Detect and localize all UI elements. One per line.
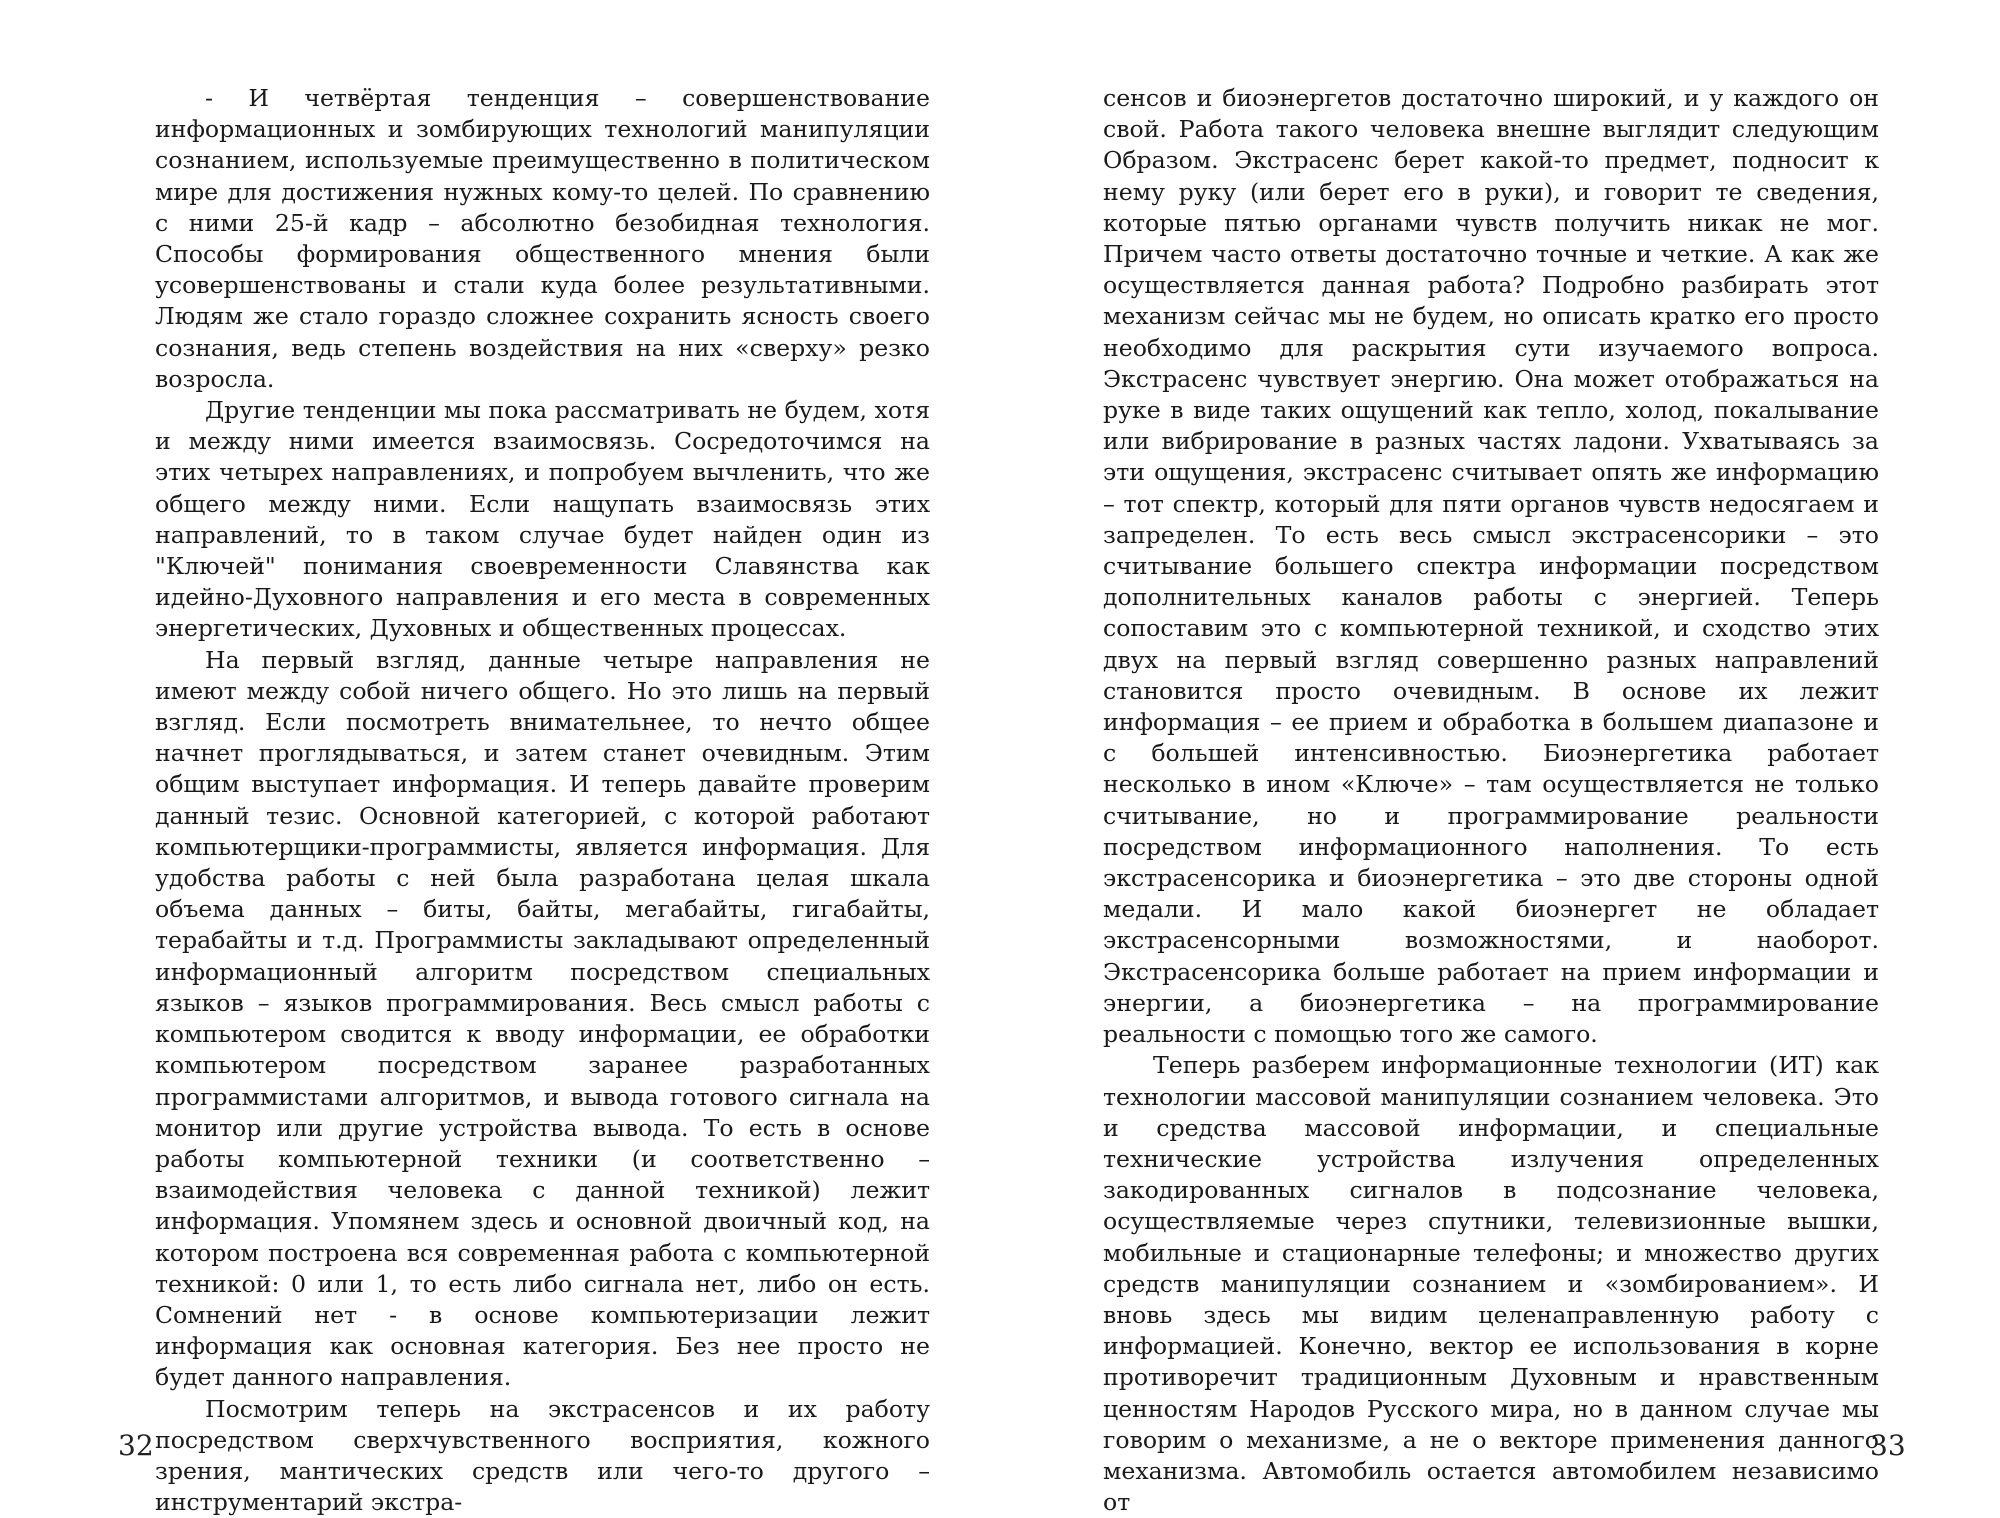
page-number-right: 33 <box>1870 1429 1906 1462</box>
paragraph: Другие тенденции мы пока рассматривать не будем, хотя и между ними имеется взаимосвязь. Сосредоточимся на этих четырех направлениях, и попробуем вычленить, что же общего между ними. Если нащупать взаимосвязь этих направлений, то в таком случае будет найден один из "Ключей" понимания своевременности Славянства как идейно-Духовного направления и его места в современных энергетических, Духовных и общественных процессах. <box>155 396 930 643</box>
paragraph: Посмотрим теперь на экстрасенсов и их работу посредством сверхчувственного восприятия, кожного зрения, мантических средств или чего-то другого – инструментарий экстра- <box>155 1394 930 1517</box>
paragraph: - И четвёртая тенденция – совершенствование информационных и зомбирующих технологий манипуляции сознанием, используемые преимущественно в политическом мире для достижения нужных кому-то целей. По сравнению с ними 25-й кадр – абсолютно безобидная технология. Способы формирования общественного мнения были усовершенствованы и стали куда более результативными. Людям же стало гораздо сложнее сохранить ясность своего сознания, ведь степень воздействия на них «сверху» резко возросла. <box>155 84 930 393</box>
page-number-left: 32 <box>118 1429 154 1462</box>
paragraph: сенсов и биоэнергетов достаточно широкий, и у каждого он свой. Работа такого человека внешне выглядит следующим Образом. Экстрасенс берет какой-то предмет, подносит к нему руку (или берет его в руки), и говорит те сведения, которые пятью органами чувств получить никак не мог. Причем часто ответы достаточно точные и четкие. А как же осуществляется данная работа? Подробно разбирать этот механизм сейчас мы не будем, но описать кратко его просто необходимо для раскрытия сути изучаемого вопроса. Экстрасенс чувствует энергию. Она может отображаться на руке в виде таких ощущений как тепло, холод, покалывание или вибрирование в разных частях ладони. Ухватываясь за эти ощущения, экстрасенс считывает опять же информацию – тот спектр, который для пяти органов чувств недосягаем и запределен. То есть весь смысл экстрасенсорики – это считывание большего спектра информации посредством дополнительных каналов работы с энергией. Теперь сопоставим это с компьютерной техникой, и сходство этих двух на первый взгляд совершенно разных направлений становится просто очевидным. В основе их лежит информация – ее прием и обработка в большем диапазоне и с большей интенсивностью. Биоэнергетика работает несколько в ином «Ключе» – там осуществляется не только считывание, но и программирование реальности посредством информационного наполнения. То есть экстрасенсорика и биоэнергетика – это две стороны одной медали. И мало какой биоэнергет не обладает экстрасенсорными возможностями, и наоборот. Экстрасенсорика больше работает на прием информации и энергии, а биоэнергетика – на программирование реальности с помощью того же самого. <box>1103 84 1879 1049</box>
paragraph: На первый взгляд, данные четыре направления не имеют между собой ничего общего. Но это лишь на первый взгляд. Если посмотреть внимательнее, то нечто общее начнет проглядываться, и затем станет очевидным. Этим общим выступает информация. И теперь давайте проверим данный тезис. Основной категорией, с которой работают компьютерщики-программисты, является информация. Для удобства работы с ней была разработана целая шкала объема данных – биты, байты, мегабайты, гигабайты, терабайты и т.д. Программисты закладывают определенный информационный алгоритм посредством специальных языков – языков программирования. Весь смысл работы с компьютером сводится к вводу информации, ее обработки компьютером посредством заранее разработанных программистами алгоритмов, и вывода готового сигнала на монитор или другие устройства вывода. То есть в основе работы компьютерной техники (и соответственно – взаимодействия человека с данной техникой) лежит информация. Упомянем здесь и основной двоичный код, на котором построена вся современная работа с компьютерной техникой: 0 или 1, то есть либо сигнала нет, либо он есть. Сомнений нет - в основе компьютеризации лежит информация как основная категория. Без нее просто не будет данного направления. <box>155 645 930 1392</box>
right-page-text <box>1103 83 1879 1518</box>
paragraph: Теперь разберем информационные технологии (ИТ) как технологии массовой манипуляции сознанием человека. Это и средства массовой информации, и специальные технические устройства излучения определенных закодированных сигналов в подсознание человека, осуществляемые через спутники, телевизионные вышки, мобильные и стационарные телефоны; и множество других средств манипуляции сознанием и «зомбированием». И вновь здесь мы видим целенаправленную работу с информацией. Конечно, вектор ее использования в корне противоречит традиционным Духовным и нравственным ценностям Народов Русского мира, но в данном случае мы говорим о механизме, а не о векторе применения данного механизма. Автомобиль остается автомобилем независимо от <box>1103 1051 1879 1517</box>
left-page-text <box>155 83 930 1518</box>
